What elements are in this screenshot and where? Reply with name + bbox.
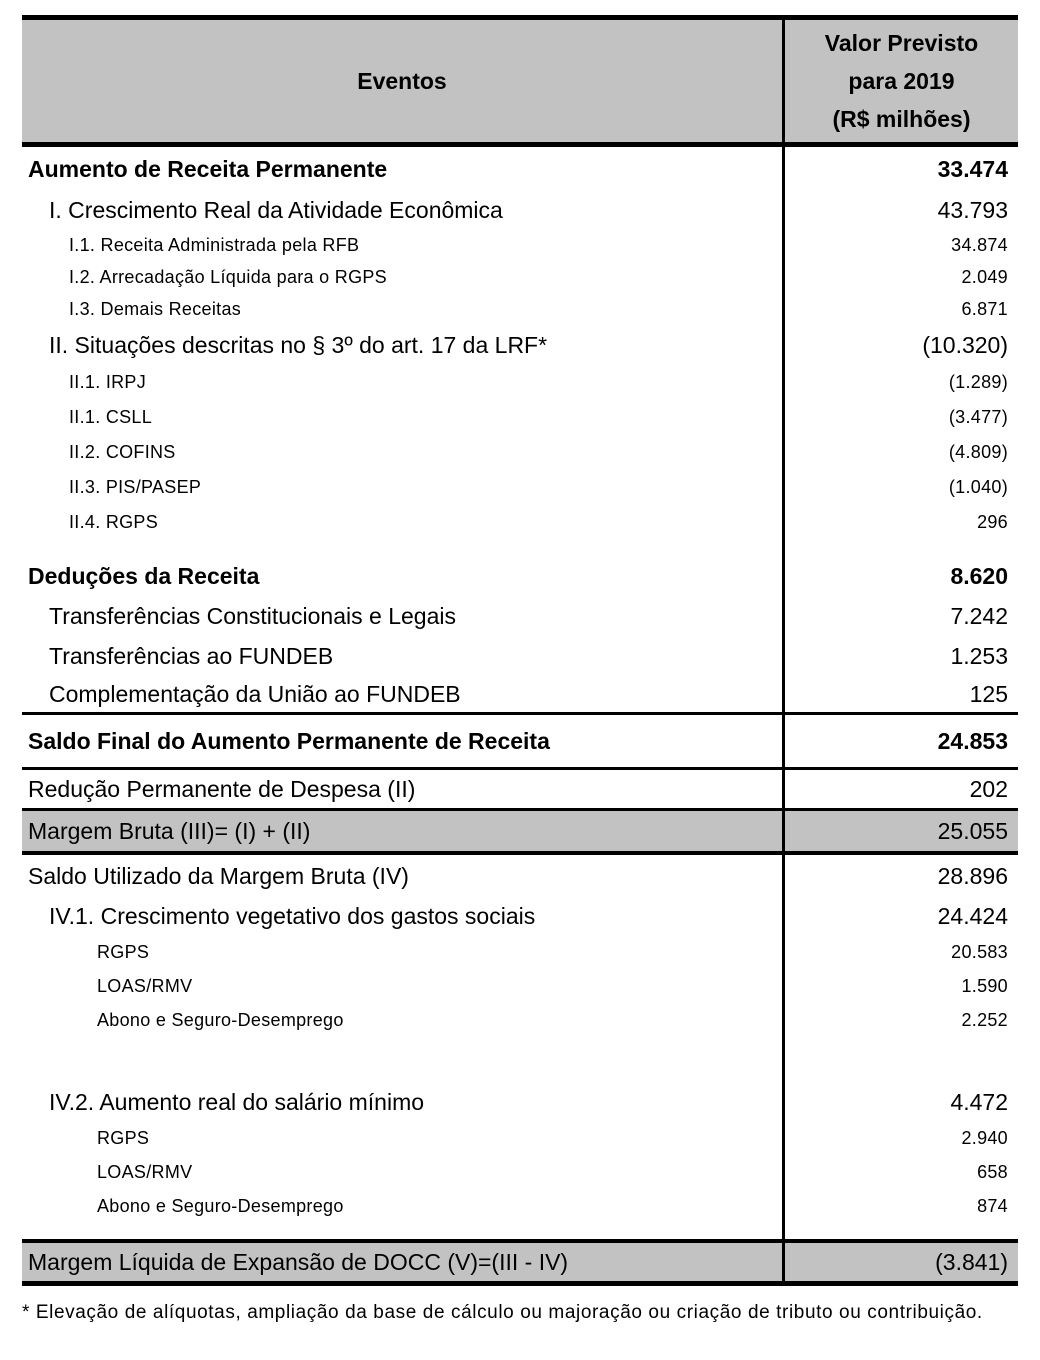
table-row: [22, 400, 1018, 435]
row-label: LOAS/RMV: [22, 1155, 785, 1189]
row-value: 43.793: [937, 196, 1008, 223]
row-label: II.4. RGPS: [22, 505, 785, 540]
table-row: [22, 470, 1018, 505]
row-value: 24.853: [937, 727, 1008, 754]
row-value: 24.424: [937, 902, 1008, 929]
table-header-row: [22, 15, 1018, 147]
table-row: [22, 505, 1018, 540]
row-value: (1.040): [948, 477, 1008, 497]
table-row: [22, 855, 1018, 897]
spacer-row: [22, 1037, 1018, 1083]
row-label: IV.2. Aumento real do salário mínimo: [22, 1083, 785, 1121]
table-row: [22, 1003, 1018, 1037]
footnote: * Elevação de alíquotas, ampliação da base de cálculo ou majoração ou criação de tributo ou contribuição.: [22, 1302, 983, 1323]
budget-table: [22, 15, 1018, 1286]
row-label: IV.1. Crescimento vegetativo dos gastos sociais: [22, 897, 785, 935]
row-label: II. Situações descritas no § 3º do art. 17 da LRF*: [22, 325, 785, 365]
table-row: [22, 676, 1018, 712]
row-value: 34.874: [951, 234, 1008, 255]
spacer-row: [22, 540, 1018, 556]
table-row: [22, 1083, 1018, 1121]
row-value: 2.940: [961, 1127, 1008, 1148]
table-row: [22, 365, 1018, 400]
row-label: Redução Permanente de Despesa (II): [22, 770, 785, 808]
table-row: [22, 293, 1018, 325]
table-row: [22, 1121, 1018, 1155]
row-value: (10.320): [922, 331, 1008, 358]
row-label: I.1. Receita Administrada pela RFB: [22, 229, 785, 261]
value-header-line3: (R$ milhões): [832, 106, 971, 132]
row-value: 28.896: [937, 862, 1008, 889]
row-value: 7.242: [950, 602, 1008, 629]
row-value: 4.472: [950, 1088, 1008, 1115]
table-row-highlighted: [22, 1239, 1018, 1286]
row-value: (3.841): [935, 1248, 1008, 1275]
table-row: [22, 435, 1018, 470]
row-value: (4.809): [948, 442, 1008, 462]
row-label: Transferências Constitucionais e Legais: [22, 596, 785, 636]
row-value: 8.620: [950, 562, 1008, 589]
row-value: 1.590: [961, 975, 1008, 996]
row-label: II.1. IRPJ: [22, 365, 785, 400]
spacer-row: [22, 1223, 1018, 1239]
row-value: 874: [977, 1195, 1008, 1216]
value-header-line1: Valor Previsto: [824, 30, 979, 56]
row-label: II.1. CSLL: [22, 400, 785, 435]
row-value: 6.871: [961, 298, 1008, 319]
row-label: LOAS/RMV: [22, 969, 785, 1003]
table-row: [22, 712, 1018, 770]
row-label: Aumento de Receita Permanente: [22, 147, 785, 191]
table-row: [22, 770, 1018, 811]
table-body: [22, 147, 1018, 1286]
table-row: [22, 556, 1018, 596]
row-label: Abono e Seguro-Desemprego: [22, 1003, 785, 1037]
row-value: 1.253: [950, 642, 1008, 669]
row-value: 125: [969, 680, 1008, 707]
table-row: [22, 229, 1018, 261]
row-label: II.3. PIS/PASEP: [22, 470, 785, 505]
row-label: RGPS: [22, 1121, 785, 1155]
table-row: [22, 1189, 1018, 1223]
row-value: (1.289): [948, 372, 1008, 392]
value-header-line2: para 2019: [848, 68, 955, 94]
value-column-header: [785, 20, 1018, 142]
row-label: Deduções da Receita: [22, 556, 785, 596]
row-value: 25.055: [937, 817, 1008, 844]
row-value: 33.474: [937, 155, 1008, 182]
row-value: 296: [977, 512, 1008, 532]
row-value: 20.583: [951, 941, 1008, 962]
row-label: I.2. Arrecadação Líquida para o RGPS: [22, 261, 785, 293]
table-row: [22, 636, 1018, 676]
row-value: 202: [969, 775, 1008, 802]
table-row: [22, 325, 1018, 365]
row-label: Abono e Seguro-Desemprego: [22, 1189, 785, 1223]
table-row-highlighted: [22, 811, 1018, 855]
table-row: [22, 191, 1018, 229]
row-label: RGPS: [22, 935, 785, 969]
table-row: [22, 261, 1018, 293]
events-column-header: Eventos: [22, 20, 785, 142]
row-label: Transferências ao FUNDEB: [22, 636, 785, 676]
table-row: [22, 1155, 1018, 1189]
table-row: [22, 897, 1018, 935]
row-value: 2.252: [961, 1009, 1008, 1030]
table-row: [22, 147, 1018, 191]
table-row: [22, 935, 1018, 969]
row-label: Complementação da União ao FUNDEB: [22, 676, 785, 712]
table-row: [22, 969, 1018, 1003]
row-label: II.2. COFINS: [22, 435, 785, 470]
row-value: 658: [977, 1161, 1008, 1182]
table-row: [22, 596, 1018, 636]
row-label: Saldo Utilizado da Margem Bruta (IV): [22, 855, 785, 897]
row-value: (3.477): [948, 407, 1008, 427]
row-label: Margem Bruta (III)= (I) + (II): [22, 811, 785, 851]
row-label: I.3. Demais Receitas: [22, 293, 785, 325]
row-label: Margem Líquida de Expansão de DOCC (V)=(III - IV): [22, 1243, 785, 1281]
row-label: Saldo Final do Aumento Permanente de Receita: [22, 715, 785, 767]
row-label: I. Crescimento Real da Atividade Econômica: [22, 191, 785, 229]
row-value: 2.049: [961, 266, 1008, 287]
